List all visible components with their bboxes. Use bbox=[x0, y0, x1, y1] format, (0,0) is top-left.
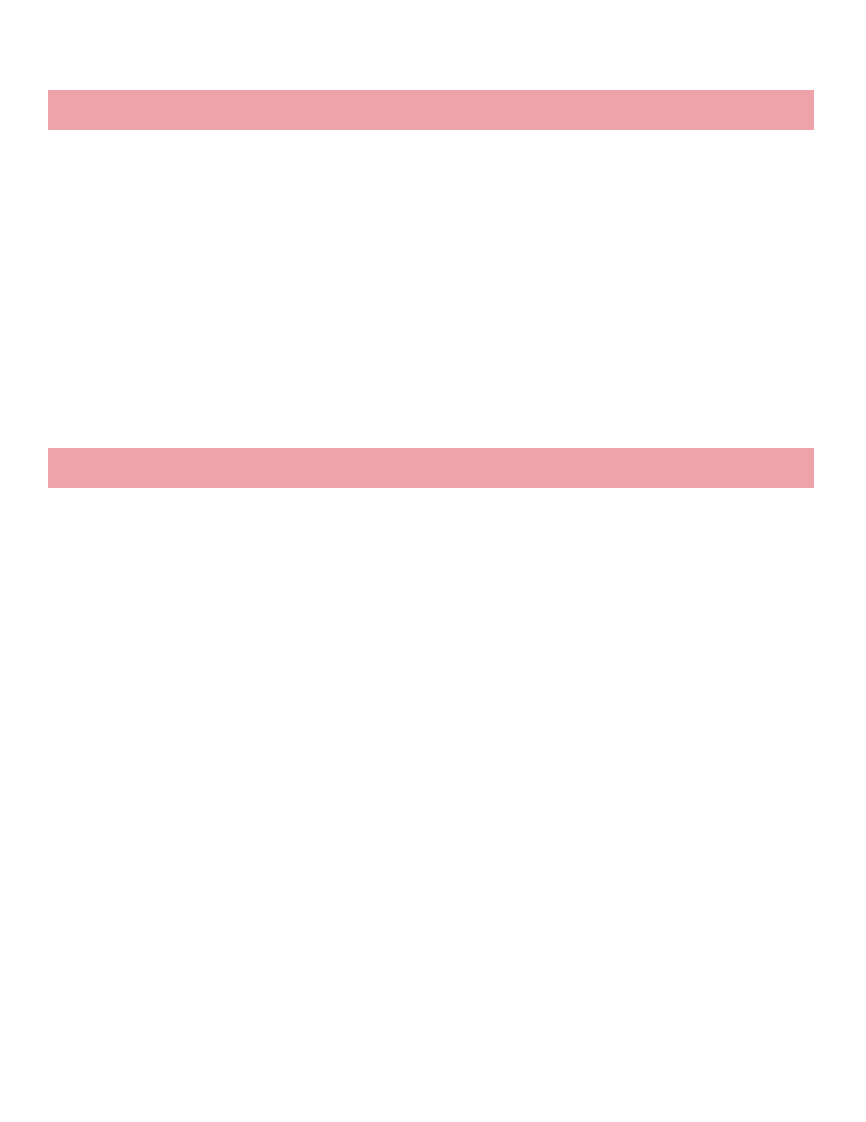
section-4-header bbox=[48, 448, 814, 488]
section-3-header bbox=[48, 90, 814, 130]
